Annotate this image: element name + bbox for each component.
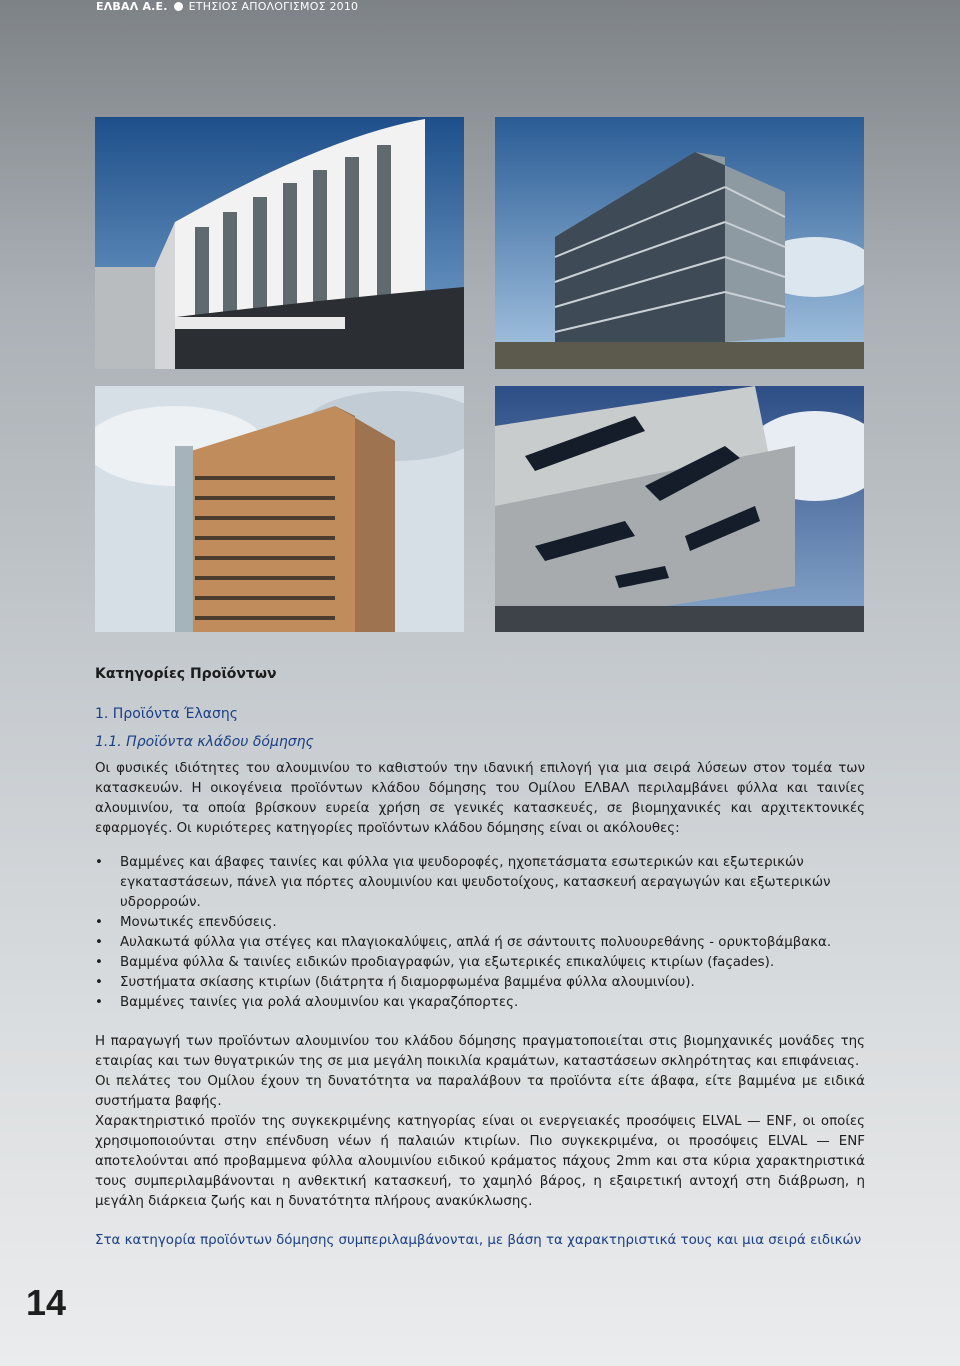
photo-angular-facade (495, 386, 864, 632)
page-number: 14 (26, 1282, 67, 1323)
heading-products-rolling: 1. Προϊόντα Έλασης (95, 706, 238, 722)
company-name: ΕΛΒΑΛ Α.Ε. (96, 0, 168, 13)
page-header (96, 0, 358, 13)
photo-residential-tower (95, 386, 464, 632)
intro-paragraph: Οι φυσικές ιδιότητες του αλουμινίου το καθιστούν την ιδανική επιλογή για μια σειρά λύσεων στον τομέα των κατασκευών. Η οικογένεια προϊόντων κλάδου δόμησης του Ομίλου ΕΛΒΑΛ περιλαμβάνει φύλλα και ταινίες αλουμινίου, τα οποία βρίσκουν ευρεία χρήση σε γενικές κατασκευές, σε βιομηχανικές και αρχιτεκτονικές εφαρμογές. Οι κυριότερες κατηγορίες προϊόντων κλάδου δόμησης είναι οι ακόλουθες: (95, 761, 865, 836)
production-paragraph: Η παραγωγή των προϊόντων αλουμινίου του κλάδου δόμησης πραγματοποιείται στις βιομηχανικές μονάδες της εταιρίας και των θυγατρικών της σε μια μεγάλη ποικιλία κραμάτων, καταστάσεων σκληρότητας και επιφάνειας. (95, 1034, 865, 1069)
report-title: ΕΤΗΣΙΟΣ ΑΠΟΛΟΓΙΣΜΟΣ 2010 (188, 0, 359, 13)
list-item: • Βαμμένες και άβαφες ταινίες και φύλλα για ψευδοροφές, ηχοπετάσματα εσωτερικών και εξωτερικών εγκαταστάσεων, πάνελ για πόρτες αλουμινίου και ψευδοτοίχους, κατασκευή αεραγωγών και εξωτερικών υδρορροών. (95, 853, 865, 913)
continuation-paragraph: Στα κατηγορία προϊόντων δόμησης συμπεριλαμβάνονται, με βάση τα χαρακτηριστικά τους και μια σειρά ειδικών (95, 1233, 862, 1248)
product-category-list (95, 853, 865, 1013)
photo-curved-facade (95, 117, 464, 369)
list-item: • Συστήματα σκίασης κτιρίων (διάτρητα ή διαμορφωμένα βαμμένα φύλλα αλουμινίου). (95, 973, 865, 993)
list-item: • Μονωτικές επενδύσεις. (95, 913, 865, 933)
list-item: • Βαμμένα φύλλα & ταινίες ειδικών προδιαγραφών, για εξωτερικές επικαλύψεις κτιρίων (façades). (95, 953, 865, 973)
enf-paragraph: Χαρακτηριστικό προϊόν της συγκεκριμένης κατηγορίας είναι οι ενεργειακές προσόψεις ELVAL — ENF, οι οποίες χρησιμοποιούνται στην επένδυση νέων ή παλαιών κτιρίων. Πιο συγκεκριμένα, οι προσόψεις ELVAL — ENF αποτελούνται από προβαμμενα φύλλα αλουμινίου ειδικού κράματος πάχους 2mm και στα κύρια χαρακτηριστικά τους συμπεριλαμβάνονται η ανθεκτική κατασκευή, το χαμηλό βάρος, η εξαιρετική αντοχή στη διάβρωση, η μεγάλη διάρκεια ζωής και η δυνατότητα πλήρους ανακύκλωσης. (95, 1114, 865, 1209)
list-item: • Αυλακωτά φύλλα για στέγες και πλαγιοκαλύψεις, απλά ή σε σάντουιτς πολυουρεθάνης - ορυκτοβάμβακα. (95, 933, 865, 953)
heading-building-products: 1.1. Προϊόντα κλάδου δόμησης (95, 734, 314, 750)
photo-glass-office (495, 117, 864, 369)
main-content (95, 664, 865, 1251)
section-title: Κατηγορίες Προϊόντων (95, 666, 277, 682)
bullet-dot-icon (174, 2, 183, 11)
list-item: • Βαμμένες ταινίες για ρολά αλουμινίου και γκαραζόπορτες. (95, 993, 865, 1013)
customers-paragraph: Οι πελάτες του Ομίλου έχουν τη δυνατότητα να παραλάβουν τα προϊόντα είτε άβαφα, είτε βαμμένα με ειδικά συστήματα βαφής. (95, 1074, 865, 1109)
